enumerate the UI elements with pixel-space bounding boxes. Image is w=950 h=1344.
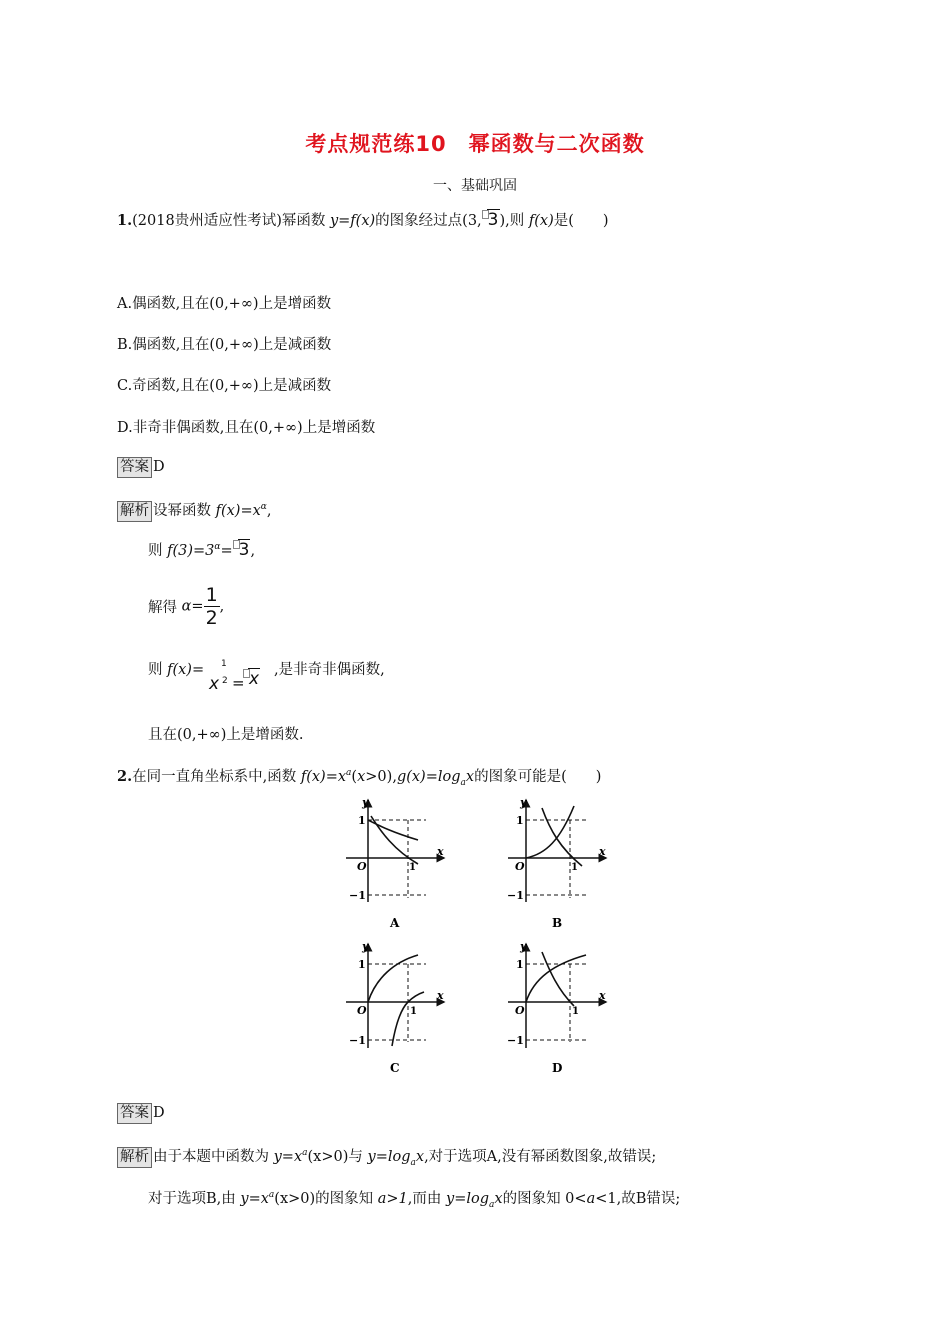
y-axis-label: y [362, 940, 369, 953]
analysis-text: 设幂函数 [153, 503, 216, 519]
analysis-text: , [219, 598, 225, 615]
graphs-figure [336, 792, 626, 1082]
question-2 [117, 765, 601, 788]
section-heading: 一、基础巩固 [433, 178, 517, 194]
radicand: 3 [238, 540, 250, 560]
analysis-text: 则 [148, 543, 168, 559]
question-2-text: 在同一直角坐标系中,函数 [132, 769, 301, 785]
exponent: a [346, 768, 352, 779]
y-tick-label: −1 [349, 889, 366, 902]
option-c: C.奇函数,且在(0,+∞)上是减函数 [117, 378, 332, 394]
question-2-math: g(x)=log [396, 769, 461, 785]
graph-b [507, 796, 606, 930]
question-1-func: y=f(x) [329, 213, 376, 229]
x-tick-label: 1 [410, 1006, 417, 1017]
analysis-math: y=log [446, 1191, 490, 1207]
analysis-math: a>1 [377, 1191, 408, 1207]
x-tick-label: 1 [571, 862, 578, 873]
analysis-1-line-1 [117, 499, 271, 522]
graph-a [346, 796, 444, 930]
fraction-numerator: 1 [205, 584, 218, 606]
question-1-number: 1. [117, 212, 133, 229]
analysis-math: y=log [367, 1149, 411, 1165]
radicand: 3 [487, 210, 499, 230]
origin-label: O [515, 860, 525, 873]
log-base: a [460, 777, 466, 788]
exponent: α [214, 542, 221, 553]
y-axis-label: y [362, 796, 369, 809]
answer-tag: 答案 [117, 457, 152, 478]
log-base: a [489, 1199, 495, 1210]
exponent-numerator: 1 [221, 659, 227, 669]
y-tick-label: 1 [358, 814, 366, 827]
fraction [204, 584, 220, 629]
y-tick-label: 1 [516, 958, 524, 971]
analysis-text: <1,故B错误; [595, 1191, 681, 1207]
question-2-math: x [357, 769, 366, 785]
option-b: B.偶函数,且在(0,+∞)上是减函数 [117, 337, 332, 353]
analysis-1-line-5: 且在(0,+∞)上是增函数. [148, 727, 304, 743]
y-tick-label: −1 [507, 1034, 524, 1047]
question-1-text: 的图象经过点(3, [375, 213, 482, 229]
graph-label: B [552, 916, 563, 930]
x-tick-label: 1 [409, 862, 416, 873]
analysis-text: , [250, 543, 256, 559]
graph-label: D [552, 1061, 563, 1075]
analysis-text: (x>0)与 [307, 1149, 368, 1165]
curve [371, 816, 418, 864]
analysis-text: 由于本题中函数为 [153, 1149, 274, 1165]
question-2-text: ( [351, 769, 358, 785]
x-axis-label: x [437, 989, 444, 1002]
y-tick-label: −1 [349, 1034, 366, 1047]
x-axis-label: x [437, 845, 444, 858]
question-2-text: 的图象可能是( ) [474, 769, 602, 785]
option-a: A.偶函数,且在(0,+∞)上是增函数 [117, 296, 332, 312]
origin-label: O [515, 1004, 525, 1017]
y-axis-label: y [520, 796, 527, 809]
question-1-text: ),则 [499, 213, 529, 229]
analysis-1-line-4 [148, 658, 204, 679]
analysis-math: x [415, 1149, 425, 1165]
cube-root [243, 669, 260, 689]
answer-value: D [153, 459, 165, 475]
analysis-text: 则 [148, 662, 168, 678]
analysis-text: ,而由 [407, 1191, 447, 1207]
curve [526, 806, 574, 858]
exponent: a [302, 1148, 308, 1159]
analysis-1-line-4-tail: ,是非奇非偶函数, [274, 662, 385, 678]
exponent: α [260, 502, 267, 513]
x-tick-label: 1 [572, 1006, 579, 1017]
analysis-math: α= [181, 598, 204, 615]
origin-label: O [357, 860, 367, 873]
analysis-math: y=x [240, 1191, 269, 1207]
question-2-math: f(x)=x [300, 769, 347, 785]
cube-root [233, 540, 251, 560]
analysis-math: f(x)= [167, 662, 205, 678]
analysis-tag: 解析 [117, 501, 152, 522]
y-tick-label: 1 [358, 958, 366, 971]
base-x: x [209, 674, 220, 694]
graph-c [346, 940, 444, 1075]
exponent: a [268, 1190, 275, 1201]
curve [526, 955, 586, 1002]
analysis-text: 的图象知 0< [502, 1191, 587, 1207]
origin-label: O [357, 1004, 367, 1017]
question-1 [117, 209, 609, 230]
page-title: 考点规范练10 幂函数与二次函数 [305, 132, 645, 156]
fraction-denominator: 2 [205, 607, 218, 629]
graph-label: A [390, 916, 400, 930]
analysis-math: x [494, 1191, 503, 1207]
analysis-math: f(x)=x [215, 503, 261, 519]
graph-d [507, 940, 606, 1075]
log-base: a [410, 1157, 416, 1168]
answer-value: D [153, 1105, 165, 1121]
y-axis-label: y [520, 940, 527, 953]
question-2-text: >0), [365, 769, 397, 785]
y-tick-label: 1 [516, 814, 524, 827]
analysis-math: y=x [273, 1149, 303, 1165]
cube-root [482, 210, 500, 230]
graph-label: C [390, 1061, 400, 1075]
analysis-text: = [220, 543, 233, 559]
curve [368, 955, 418, 1002]
equals-sign: = [232, 674, 245, 692]
question-2-math: x [465, 769, 475, 785]
question-1-text: 是( ) [553, 213, 609, 229]
answer-tag: 答案 [117, 1103, 152, 1124]
answer-1 [117, 457, 165, 478]
analysis-1-line-3 [148, 584, 224, 629]
analysis-1-line-2 [148, 539, 255, 560]
analysis-math: a [586, 1191, 596, 1207]
y-tick-label: −1 [507, 889, 524, 902]
exponent-fraction [221, 660, 227, 669]
analysis-text: ,对于选项A,没有幂函数图象,故错误; [424, 1149, 657, 1165]
analysis-text: (x>0)的图象知 [274, 1191, 378, 1207]
analysis-text: 对于选项B,由 [148, 1191, 241, 1207]
answer-2 [117, 1103, 165, 1124]
question-2-number: 2. [117, 768, 133, 785]
radicand: x [249, 669, 260, 689]
analysis-2-line-1 [117, 1145, 656, 1168]
analysis-tag: 解析 [117, 1147, 152, 1168]
x-axis-label: x [599, 845, 606, 858]
exponent-denominator: 2 [222, 676, 228, 686]
question-1-text: (2018贵州适应性考试)幂函数 [132, 213, 330, 229]
analysis-math: f(3)=3 [167, 543, 215, 559]
analysis-text: 解得 [148, 600, 182, 616]
analysis-2-line-2 [148, 1187, 680, 1210]
question-1-func: f(x) [528, 213, 554, 229]
x-axis-label: x [599, 989, 606, 1002]
option-d: D.非奇非偶函数,且在(0,+∞)上是增函数 [117, 420, 376, 436]
analysis-text: , [266, 503, 272, 519]
